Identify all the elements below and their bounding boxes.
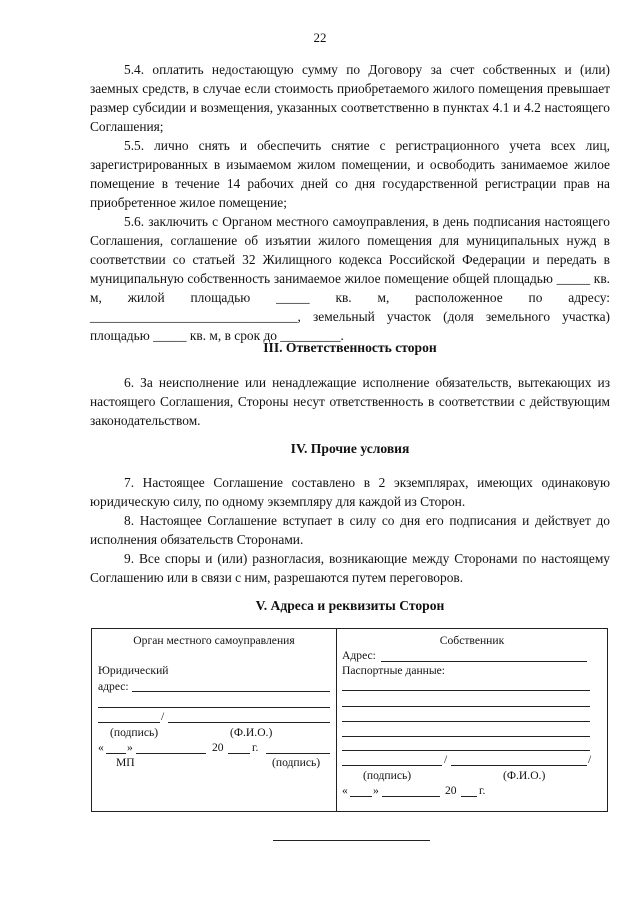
- section-4-title: IV. Прочие условия: [290, 441, 410, 456]
- owner-passport-line-1[interactable]: [342, 690, 590, 691]
- owner-address-label: Адрес:: [342, 649, 376, 662]
- owner-passport-line-4[interactable]: [342, 736, 590, 737]
- requisites-municipality: [92, 629, 337, 811]
- top-paragraphs: [90, 60, 610, 345]
- owner-signature-slash: /: [444, 753, 448, 766]
- owner-signature-slash-end: /: [588, 753, 592, 766]
- owner-header: Собственник: [439, 634, 505, 647]
- requisites-owner: [337, 629, 607, 811]
- owner-date-close-quote: »: [373, 784, 379, 797]
- municipality-date-day-field[interactable]: [106, 753, 126, 754]
- owner-passport-line-3[interactable]: [342, 721, 590, 722]
- section-5-title: V. Адреса и реквизиты Сторон: [255, 598, 445, 613]
- paragraph-8: 8. Настоящее Соглашение вступает в силу со дня его подписания и действует до исполнения обязательств Сторонами.: [90, 513, 610, 547]
- legal-address-label-line1: Юридический: [98, 664, 169, 677]
- municipality-date-close-quote: »: [127, 741, 133, 754]
- owner-fio-label: (Ф.И.О.): [503, 769, 546, 782]
- owner-date-year-field[interactable]: [461, 796, 477, 797]
- page-number: 22: [313, 30, 327, 45]
- requisites-table: [91, 628, 608, 812]
- municipality-fio-line[interactable]: [168, 722, 330, 723]
- owner-date-open-quote: «: [342, 784, 348, 797]
- municipality-date-open-quote: «: [98, 741, 104, 754]
- municipality-stamp-label: МП: [116, 756, 135, 769]
- municipality-signature-slash: /: [161, 710, 165, 723]
- owner-date-day-field[interactable]: [350, 796, 372, 797]
- owner-signature-label: (подпись): [363, 769, 412, 782]
- municipality-stamp-signature-label: (подпись): [272, 756, 321, 769]
- legal-address-line-2[interactable]: [98, 707, 330, 708]
- municipality-header: Орган местного самоуправления: [133, 634, 295, 647]
- owner-passport-line-5[interactable]: [342, 750, 590, 751]
- owner-address-line[interactable]: [381, 661, 587, 662]
- municipality-date-year-field[interactable]: [228, 753, 250, 754]
- municipality-signature-line[interactable]: [98, 722, 160, 723]
- paragraph-5-6: 5.6. заключить с Органом местного самоуправления, в день подписания настоящего Соглашения, соглашение об изъятии жилого помещения для муниципальных нужд в соответствии со статьей 32 Жилищного кодекса Российской Федерации и передать в муниципальную собственность занимаемое жилое помещение общей площадью _____ кв. м, жилой площадью _____ кв. м, расположенное по адресу: _______________________________, земельный участок (доля земельного участка) площадью _____ кв. м, в срок до _________.: [90, 214, 610, 343]
- paragraph-6: 6. За неисполнение или ненадлежащие исполнение обязательств, вытекающих из настоящего Соглашения, Стороны несут ответственность в соответствии с действующим законодательством.: [90, 375, 610, 428]
- owner-signature-line[interactable]: [342, 765, 442, 766]
- municipality-year-prefix: 20: [212, 741, 224, 754]
- legal-address-line[interactable]: [132, 691, 330, 692]
- legal-address-label-line2: адрес:: [98, 680, 129, 693]
- municipality-fio-label: (Ф.И.О.): [230, 726, 273, 739]
- section-4-body: [90, 473, 610, 587]
- owner-year-suffix: г.: [479, 784, 486, 797]
- municipality-date-month-field[interactable]: [136, 753, 206, 754]
- paragraph-5-4: 5.4. оплатить недостающую сумму по Договору за счет собственных и (или) заемных средств, в случае если стоимость приобретаемого жилого помещения превышает размер субсидии и возмещения, указанных соответственно в пунктах 4.1 и 4.2 настоящего Соглашения;: [90, 62, 610, 134]
- paragraph-5-5: 5.5. лично снять и обеспечить снятие с регистрационного учета всех лиц, зарегистрированных в изымаемом жилом помещении, и освободить занимаемое жилое помещение в течение 14 рабочих дней со дня государственной регистрации прав на приобретенное жилое помещение;: [90, 138, 610, 210]
- bottom-separator-line: [273, 840, 430, 841]
- paragraph-9: 9. Все споры и (или) разногласия, возникающие между Сторонами по настоящему Соглашению или в связи с ним, разрешаются путем переговоров.: [90, 551, 610, 585]
- municipality-year-suffix: г.: [252, 741, 259, 754]
- section-3-title: III. Ответственность сторон: [263, 340, 437, 355]
- section-3-body: [90, 373, 610, 430]
- owner-passport-line-2[interactable]: [342, 706, 590, 707]
- owner-fio-line[interactable]: [451, 765, 587, 766]
- owner-date-month-field[interactable]: [382, 796, 440, 797]
- municipality-signature-label: (подпись): [110, 726, 159, 739]
- owner-passport-label: Паспортные данные:: [342, 664, 446, 677]
- municipality-extra-line[interactable]: [266, 753, 330, 754]
- owner-year-prefix: 20: [445, 784, 457, 797]
- paragraph-7: 7. Настоящее Соглашение составлено в 2 экземплярах, имеющих одинаковую юридическую силу, по одному экземпляру для каждой из Сторон.: [90, 475, 610, 509]
